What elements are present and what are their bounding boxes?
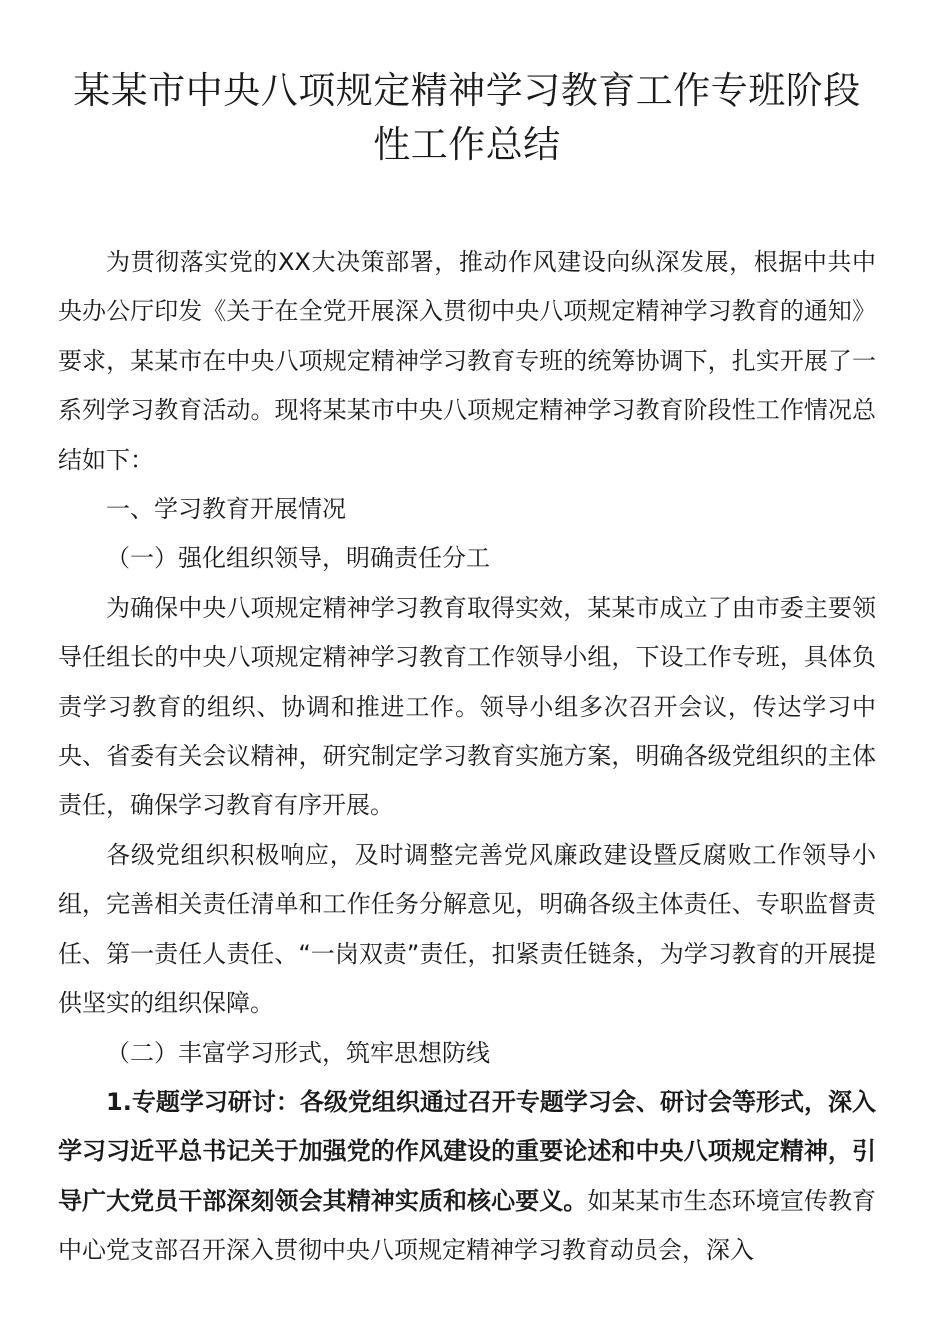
subsection-heading-2: （二）丰富学习形式，筑牢思想防线 bbox=[106, 1038, 490, 1067]
section-heading-1: 一、学习教育开展情况 bbox=[106, 495, 346, 524]
item-1-regular-text: 如某某市生态环境宣传教育中心党支部召开深入贯彻中央八项规定精神学习教育动员会，深入 bbox=[58, 1186, 877, 1265]
document-title: 某某市中央八项规定精神学习教育工作专班阶段性工作总结 bbox=[73, 69, 861, 166]
item-1-paragraph bbox=[58, 1078, 876, 1276]
subsection-1-paragraph-1: 为确保中央八项规定精神学习教育取得实效，某某市成立了由市委主要领导任组长的中央八项规定精神学习教育工作领导小组，下设工作专班，具体负责学习教育的组织、协调和推进工作。领导小组多次召开会议，传达学习中央、省委有关会议精神，研究制定学习教育实施方案，明确各级党组织的主体责任，确保学习教育有序开展。 bbox=[58, 593, 876, 820]
subsection-heading-1: （一）强化组织领导，明确责任分工 bbox=[106, 544, 490, 573]
subsection-1-paragraph-2: 各级党组织积极响应，及时调整完善党风廉政建设暨反腐败工作领导小组，完善相关责任清单和工作任务分解意见，明确各级主体责任、专职监督责任、第一责任人责任、“一岗双责”责任，扣紧责任链条，为学习教育的开展提供坚实的组织保障。 bbox=[58, 840, 876, 1018]
item-1-bold-text: 1.专题学习研讨：各级党组织通过召开专题学习会、研讨会等形式，深入学习习近平总书记关于加强党的作风建设的重要论述和中央八项规定精神，引导广大党员干部深刻领会其精神实质和核心要义。 bbox=[58, 1087, 876, 1215]
intro-paragraph: 为贯彻落实党的XX大决策部署，推动作风建设向纵深发展，根据中共中央办公厅印发《关于在全党开展深入贯彻中央八项规定精神学习教育的通知》要求，某某市在中央八项规定精神学习教育专班的统筹协调下，扎实开展了一系列学习教育活动。现将某某市中央八项规定精神学习教育阶段性工作情况总结如下： bbox=[58, 248, 876, 474]
